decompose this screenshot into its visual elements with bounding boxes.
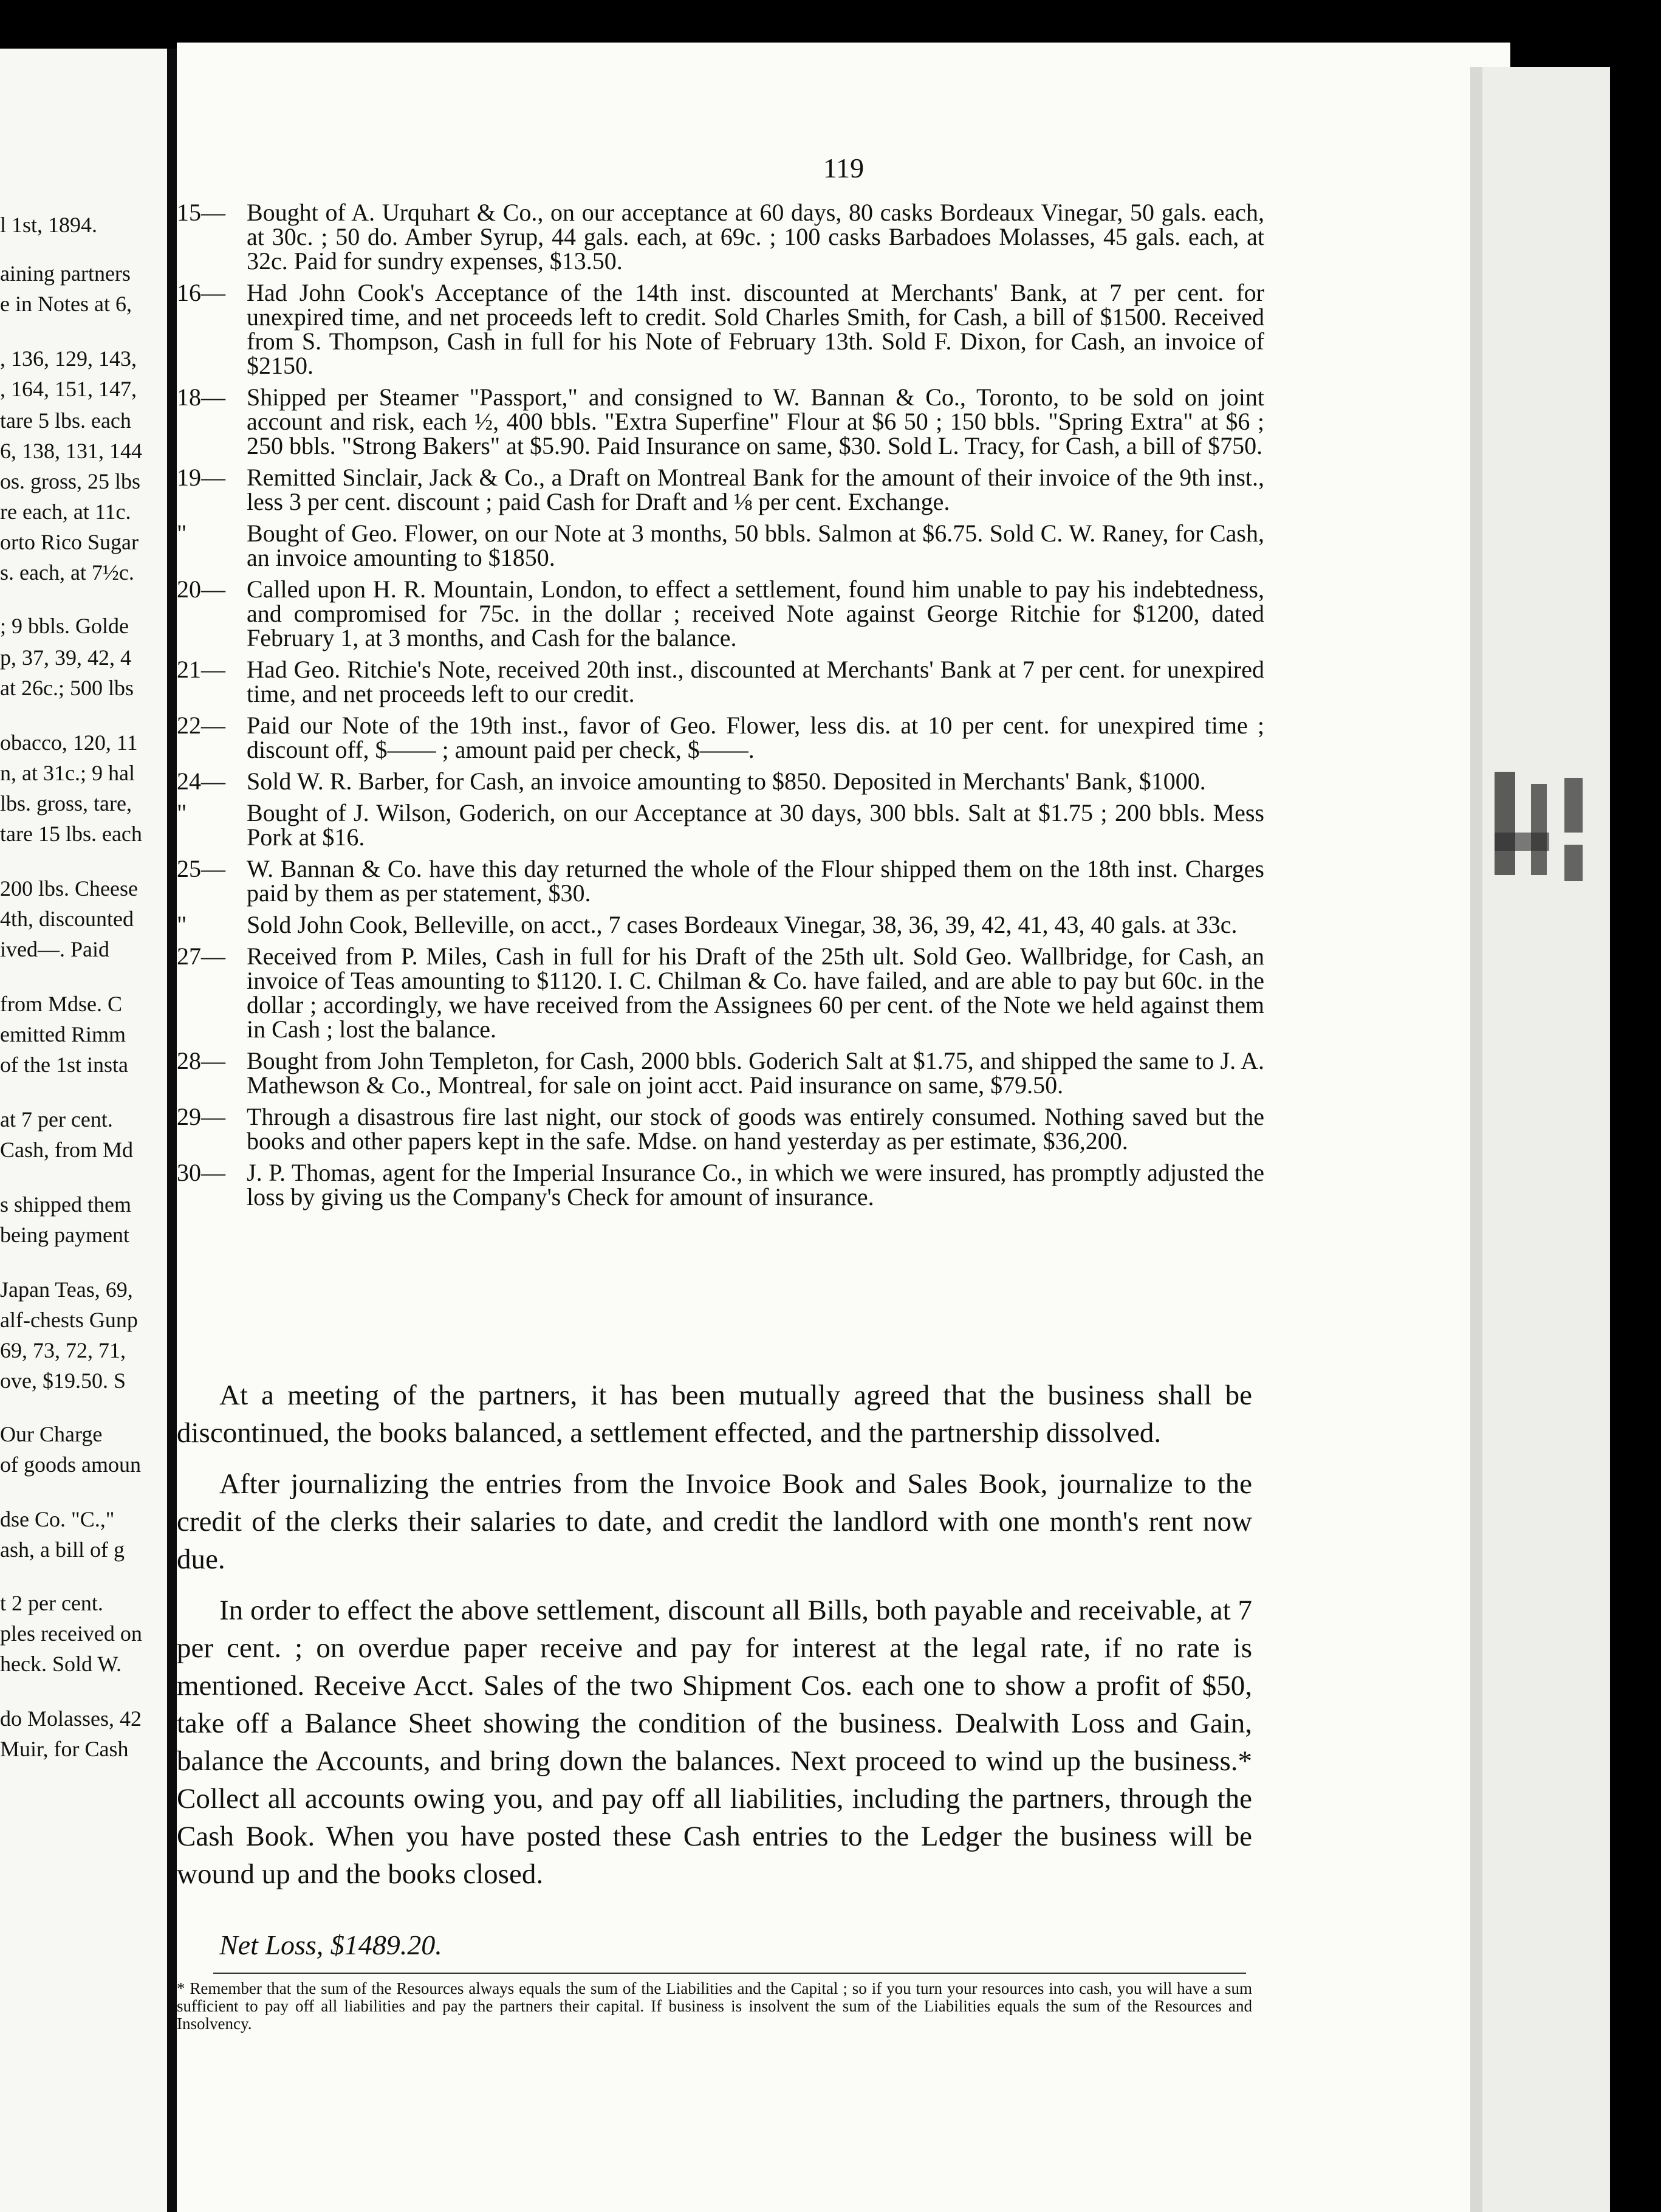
left-page-text-fragment: lbs. gross, tare, bbox=[0, 791, 132, 816]
entry-text: W. Bannan & Co. have this day returned the whole of the Flour shipped them on the 18th inst. Charges paid by them as per statement, $30. bbox=[247, 855, 1264, 907]
entry-date: 29— bbox=[177, 1103, 225, 1130]
left-page-text-fragment: Cash, from Md bbox=[0, 1138, 133, 1162]
left-page-text-fragment: ; 9 bbls. Golde bbox=[0, 614, 129, 638]
entry-text: Bought of A. Urquhart & Co., on our acceptance at 60 days, 80 casks Bordeaux Vinegar, 50 gals. each, at 30c. ; 50 do. Amber Syrup, 44 gals. each, at 69c. ; 100 casks Barbadoes Molasses, 45 gals. each, at 32c. Paid for sundry expenses, $13.50. bbox=[247, 199, 1264, 275]
left-page-text-fragment: tare 5 lbs. each bbox=[0, 408, 131, 433]
entry-text: Sold John Cook, Belleville, on acct., 7 cases Bordeaux Vinegar, 38, 36, 39, 42, 41, 43, 40 gals. at 33c. bbox=[247, 911, 1238, 938]
left-page-text-fragment: 69, 73, 72, 71, bbox=[0, 1338, 126, 1362]
journal-entry bbox=[177, 1161, 1264, 1209]
left-page-text-fragment: n, at 31c.; 9 hal bbox=[0, 761, 135, 785]
left-page-text-fragment: orto Rico Sugar bbox=[0, 530, 139, 554]
journal-entry bbox=[177, 1049, 1264, 1097]
left-page-text-fragment: s shipped them bbox=[0, 1192, 131, 1217]
instructions-section bbox=[177, 1376, 1252, 1906]
journal-entry bbox=[177, 1105, 1264, 1153]
left-page-text-fragment: from Mdse. C bbox=[0, 992, 122, 1016]
entry-date: 15— bbox=[177, 199, 225, 226]
entry-date: 22— bbox=[177, 712, 225, 739]
left-page-text-fragment: 6, 138, 131, 144 bbox=[0, 439, 142, 463]
journal-entry bbox=[177, 713, 1264, 762]
journal-entry bbox=[177, 769, 1264, 794]
left-page-text-fragment: being payment bbox=[0, 1223, 129, 1247]
entry-date: " bbox=[177, 911, 187, 938]
journal-entry bbox=[177, 801, 1264, 850]
entry-text: Had John Cook's Acceptance of the 14th inst. discounted at Merchants' Bank, at 7 per cent. for unexpired time, and net proceeds left to credit. Sold Charles Smith, for Cash, a bill of $1500. Received from S. Thompson, Cash in full for his Note of February 13th. Sold F. Dixon, for Cash, an invoice of $2150. bbox=[247, 279, 1264, 379]
entry-text: Had Geo. Ritchie's Note, received 20th inst., discounted at Merchants' Bank at 7 per cent. for unexpired time, and net proceeds left to our credit. bbox=[247, 656, 1264, 707]
entry-date: 28— bbox=[177, 1047, 225, 1074]
entry-text: Bought of Geo. Flower, on our Note at 3 months, 50 bbls. Salmon at $6.75. Sold C. W. Raney, for Cash, an invoice amounting to $1850. bbox=[247, 520, 1264, 571]
left-page-text-fragment: ived—. Paid bbox=[0, 937, 109, 961]
entry-text: Sold W. R. Barber, for Cash, an invoice amounting to $850. Deposited in Merchants' Bank, $1000. bbox=[247, 768, 1206, 795]
page-stack-edge bbox=[1482, 67, 1610, 2212]
journal-entry bbox=[177, 385, 1264, 458]
left-page-text-fragment: alf-chests Gunp bbox=[0, 1308, 138, 1332]
entry-date: " bbox=[177, 520, 187, 547]
entry-text: Received from P. Miles, Cash in full for his Draft of the 25th ult. Sold Geo. Wallbridge, for Cash, an invoice of Teas amounting to $1120. I. C. Chilman & Co. have failed, and are able to pay but 60c. in the dollar ; accordingly, we have received from the Assignees 60 per cent. of the Note we held against them in Cash ; lost the balance. bbox=[247, 943, 1264, 1043]
left-page-text-fragment: tare 15 lbs. each bbox=[0, 822, 142, 846]
journal-entry bbox=[177, 577, 1264, 650]
left-page-text-fragment: ples received on bbox=[0, 1621, 142, 1646]
left-page-text-fragment: ash, a bill of g bbox=[0, 1537, 125, 1562]
book-gutter bbox=[167, 49, 177, 2212]
left-page-text-fragment: dse Co. "C.," bbox=[0, 1507, 115, 1531]
entry-date: 24— bbox=[177, 768, 225, 795]
entry-text: Paid our Note of the 19th inst., favor of Geo. Flower, less dis. at 10 per cent. for unexpired time ; discount off, $—— ; amount paid per check, $——. bbox=[247, 712, 1264, 763]
edge-stamp-mark bbox=[1482, 760, 1604, 942]
transaction-entries bbox=[177, 201, 1264, 1217]
left-page-text-fragment: obacco, 120, 11 bbox=[0, 730, 138, 755]
journal-entry bbox=[177, 201, 1264, 273]
adjacent-left-page bbox=[0, 49, 167, 2212]
left-page-text-fragment: Muir, for Cash bbox=[0, 1737, 129, 1761]
entry-text: Shipped per Steamer "Passport," and consigned to W. Bannan & Co., Toronto, to be sold on joint account and risk, each ½, 400 bbls. "Extra Superfine" Flour at $6 50 ; 150 bbls. "Spring Extra" at $6 ; 250 bbls. "Strong Bakers" at $5.90. Paid Insurance on same, $30. Sold L. Tracy, for Cash, a bill of $750. bbox=[247, 383, 1264, 459]
journal-entry bbox=[177, 465, 1264, 514]
entry-date: 20— bbox=[177, 575, 225, 603]
journal-entry bbox=[177, 281, 1264, 378]
entry-date: 19— bbox=[177, 464, 225, 491]
left-page-text-fragment: , 136, 129, 143, bbox=[0, 346, 137, 371]
left-page-text-fragment: p, 37, 39, 42, 4 bbox=[0, 645, 131, 670]
left-page-text-fragment: do Molasses, 42 bbox=[0, 1706, 142, 1731]
entry-date: " bbox=[177, 799, 187, 826]
left-page-text-fragment: emitted Rimm bbox=[0, 1022, 126, 1046]
page-number: 119 bbox=[823, 153, 865, 184]
left-page-text-fragment: 4th, discounted bbox=[0, 907, 134, 931]
left-page-text-fragment: t 2 per cent. bbox=[0, 1591, 103, 1615]
paragraph-settlement: In order to effect the above settlement, discount all Bills, both payable and receivable, at 7 per cent. ; on overdue paper receive and pay for interest at the legal rate, if no rate is mentioned. Receive Acct. Sales of the two Shipment Cos. each one to show a profit of $50, take off a Balance Sheet showing the condition of the business. Dealwith Loss and Gain, balance the Accounts, and bring down the balances. Next proceed to wind up the business.* Collect all accounts owing you, and pay off all liabilities, including the partners, through the Cash Book. When you have posted these Cash entries to the Ledger the business will be wound up and the books closed. bbox=[177, 1595, 1252, 1890]
page-edge-shadow bbox=[1470, 67, 1484, 2212]
footnote: * Remember that the sum of the Resources always equals the sum of the Liabilities and the Capital ; so if you turn your resources into cash, you will have a sum sufficient to pay off all liabilities and pay the partners their capital. If business is insolvent the sum of the Liabilities equals the sum of the Resources and Insolvency. bbox=[177, 1979, 1252, 2033]
main-page bbox=[177, 43, 1510, 2212]
left-page-text-fragment: s. each, at 7½c. bbox=[0, 560, 134, 585]
journal-entry bbox=[177, 913, 1264, 937]
entry-date: 30— bbox=[177, 1159, 225, 1186]
left-page-text-fragment: e in Notes at 6, bbox=[0, 292, 132, 316]
left-page-text-fragment: , 164, 151, 147, bbox=[0, 377, 137, 401]
entry-text: Bought from John Templeton, for Cash, 2000 bbls. Goderich Salt at $1.75, and shipped the same to J. A. Mathewson & Co., Montreal, for sale on joint acct. Paid insurance on same, $79.50. bbox=[247, 1047, 1264, 1099]
journal-entry bbox=[177, 944, 1264, 1042]
left-page-text-fragment: os. gross, 25 lbs bbox=[0, 469, 141, 493]
journal-entry bbox=[177, 857, 1264, 905]
left-page-text-fragment: aining partners bbox=[0, 261, 131, 286]
net-loss-line: Net Loss, $1489.20. bbox=[219, 1929, 442, 1960]
entry-date: 25— bbox=[177, 855, 225, 882]
entry-text: Through a disastrous fire last night, our stock of goods was entirely consumed. Nothing saved but the books and other papers kept in the safe. Mdse. on hand yesterday as per estimate, $36,200. bbox=[247, 1103, 1264, 1155]
entry-date: 18— bbox=[177, 383, 225, 411]
left-page-text-fragment: at 26c.; 500 lbs bbox=[0, 676, 134, 700]
journal-entry bbox=[177, 658, 1264, 706]
left-page-text-fragment: 200 lbs. Cheese bbox=[0, 876, 138, 901]
paragraph-partners-meeting: At a meeting of the partners, it has been mutually agreed that the business shall be discontinued, the books balanced, a settlement effected, and the partnership dissolved. bbox=[177, 1379, 1252, 1449]
left-page-text-fragment: at 7 per cent. bbox=[0, 1107, 113, 1132]
footnote-divider bbox=[213, 1973, 1246, 1974]
journal-entry bbox=[177, 521, 1264, 570]
left-page-text-fragment: Japan Teas, 69, bbox=[0, 1277, 133, 1302]
entry-text: Bought of J. Wilson, Goderich, on our Acceptance at 30 days, 300 bbls. Salt at $1.75 ; 200 bbls. Mess Pork at $16. bbox=[247, 799, 1264, 851]
left-page-text-fragment: l 1st, 1894. bbox=[0, 213, 98, 237]
left-page-text-fragment: heck. Sold W. bbox=[0, 1652, 122, 1676]
left-page-text-fragment: Our Charge bbox=[0, 1422, 103, 1446]
entry-date: 21— bbox=[177, 656, 225, 683]
left-page-text-fragment: ove, $19.50. S bbox=[0, 1369, 126, 1393]
left-page-text-fragment: of the 1st insta bbox=[0, 1053, 128, 1077]
entry-date: 27— bbox=[177, 943, 225, 970]
entry-text: Remitted Sinclair, Jack & Co., a Draft on Montreal Bank for the amount of their invoice of the 9th inst., less 3 per cent. discount ; paid Cash for Draft and ⅛ per cent. Exchange. bbox=[247, 464, 1264, 515]
paragraph-journalizing: After journalizing the entries from the Invoice Book and Sales Book, journalize to the credit of the clerks their salaries to date, and credit the landlord with one month's rent now due. bbox=[177, 1468, 1252, 1575]
left-page-text-fragment: re each, at 11c. bbox=[0, 500, 131, 524]
entry-date: 16— bbox=[177, 279, 225, 306]
entry-text: Called upon H. R. Mountain, London, to effect a settlement, found him unable to pay his indebtedness, and compromised for 75c. in the dollar ; received Note against George Ritchie for $1200, dated February 1, at 3 months, and Cash for the balance. bbox=[247, 575, 1264, 651]
entry-text: J. P. Thomas, agent for the Imperial Insurance Co., in which we were insured, has promptly adjusted the loss by giving us the Company's Check for amount of insurance. bbox=[247, 1159, 1264, 1211]
left-page-text-fragment: of goods amoun bbox=[0, 1452, 141, 1477]
